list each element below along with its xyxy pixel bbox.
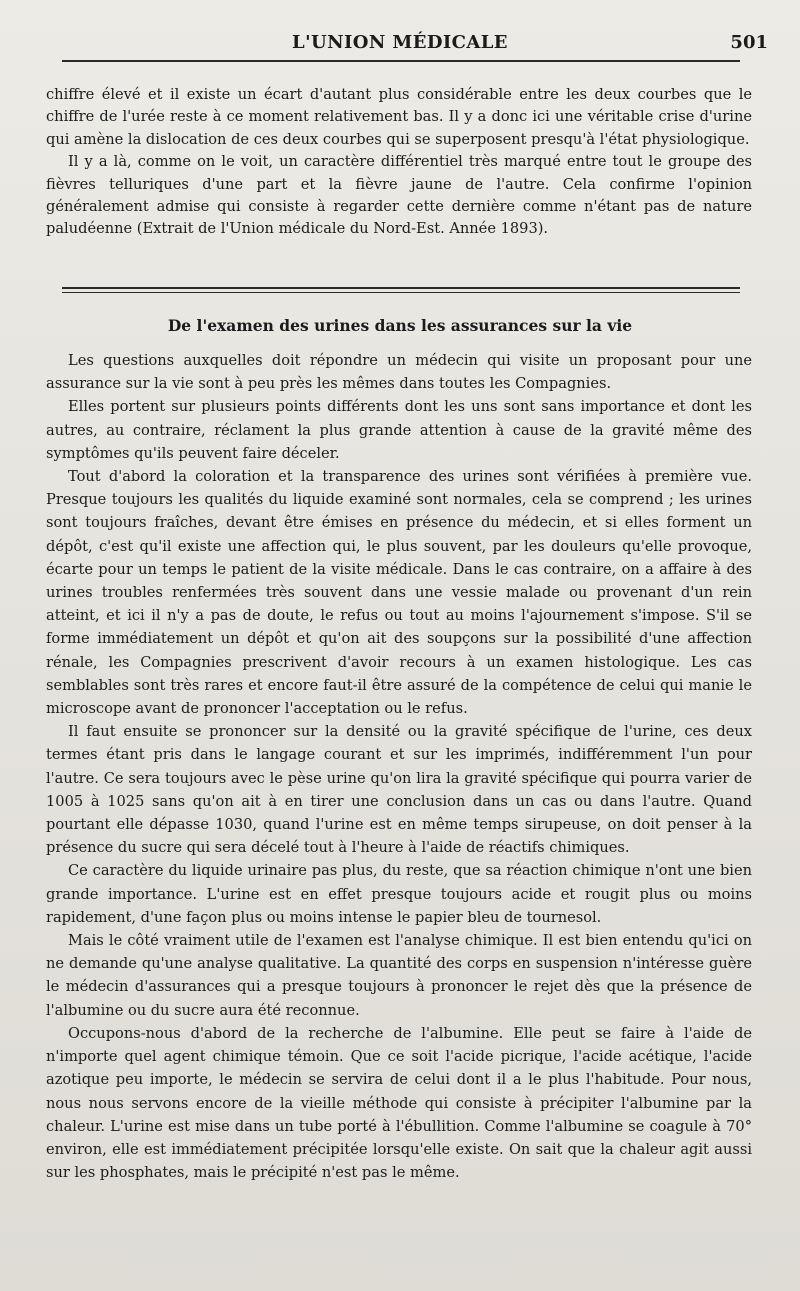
article-paragraph: Il faut ensuite se prononcer sur la densité ou la gravité spécifique de l'urine, ces deux termes étant pris dans le langage courant et sur les imprimés, indifféremment l'un pour l'autre. Ce sera toujours avec le pèse urine qu'on lira la gravité spécifique qui pourra varier de 1005 à 1025 sans qu'on ait à en tirer une conclusion dans un cas ou dans l'autre. Quand pourtant elle dépasse 1030, quand l'urine est en même temps sirupeuse, on doit penser à la présence du sucre qui sera décelé tout à l'heure à l'aide de réactifs chimiques. xyxy=(46,723,752,857)
article-body xyxy=(46,349,752,1184)
article-paragraph: Ce caractère du liquide urinaire pas plus, du reste, que sa réaction chimique n'ont une bien grande importance. L'urine est en effet presque toujours acide et rougit plus ou moins rapidement, d'une façon plus ou moins intense le papier bleu de tournesol. xyxy=(46,862,752,926)
previous-article-paragraph: chiffre élevé et il existe un écart d'autant plus considérable entre les deux courbes que le chiffre de l'urée reste à ce moment relativement bas. Il y a donc ici une véritable crise d'urine qui amène la dislocation de ces deux courbes qui se superposent presqu'à l'état physiologique. xyxy=(46,86,752,148)
header-rule xyxy=(62,60,740,62)
article-paragraph: Les questions auxquelles doit répondre un médecin qui visite un proposant pour une assurance sur la vie sont à peu près les mêmes dans toutes les Compagnies. xyxy=(46,352,752,393)
article-title: De l'examen des urines dans les assurances sur la vie xyxy=(167,316,633,335)
article-paragraph: Mais le côté vraiment utile de l'examen est l'analyse chimique. Il est bien entendu qu'ici on ne demande qu'une analyse qualitative. La quantité des corps en suspension n'intéresse guère le médecin d'assurances qui a presque toujours à prononcer le rejet dès que la présence de l'albumine ou du sucre aura été reconnue. xyxy=(46,932,752,1019)
article-paragraph: Elles portent sur plusieurs points différents dont les uns sont sans importance et dont les autres, au contraire, réclament la plus grande attention à cause de la gravité même des symptômes qu'ils peuvent faire déceler. xyxy=(46,398,752,462)
previous-article-paragraph: Il y a là, comme on le voit, un caractère différentiel très marqué entre tout le groupe des fièvres telluriques d'une part et la fièvre jaune de l'autre. Cela confirme l'opinion généralement admise qui consiste à regarder cette dernière comme n'étant pas de nature paludéenne (Extrait de l'Union médicale du Nord-Est. Année 1893). xyxy=(46,153,752,238)
page-number: 501 xyxy=(730,32,768,53)
running-head xyxy=(0,30,800,56)
previous-article-end xyxy=(46,84,752,241)
section-rule-thin xyxy=(62,292,740,293)
running-title: L'UNION MÉDICALE xyxy=(292,32,508,53)
article-paragraph: Occupons-nous d'abord de la recherche de l'albumine. Elle peut se faire à l'aide de n'importe quel agent chimique témoin. Que ce soit l'acide picrique, l'acide acétique, l'acide azotique peu importe, le médecin se servira de celui dont il a le plus l'habitude. Pour nous, nous nous servons encore de la vieille méthode qui consiste à précipiter l'albumine par la chaleur. L'urine est mise dans un tube porté à l'ébullition. Comme l'albumine se coagule à 70° environ, elle est immédiatement précipitée lorsqu'elle existe. On sait que la chaleur agit aussi sur les phosphates, mais le précipité n'est pas le même. xyxy=(46,1024,752,1182)
article-paragraph: Tout d'abord la coloration et la transparence des urines sont vérifiées à première vue. Presque toujours les qualités du liquide examiné sont normales, cela se comprend ; les urines sont toujours fraîches, devant être émises en présence du médecin, et si elles forment un dépôt, c'est qu'il existe une affection qui, le plus souvent, par les douleurs qu'elle provoque, écarte pour un temps le patient de la visite médicale. Dans le cas contraire, on a affaire à des urines troubles renfermées très souvent dans une vessie malade ou provenant d'un rein atteint, et ici il n'y a pas de doute, le refus ou tout au moins l'ajournement s'impose. S'il se forme immédiatement un dépôt et qu'on ait des soupçons sur la possibilité d'une affection rénale, les Compagnies prescrivent d'avoir recours à un examen histologique. Les cas semblables sont très rares et encore faut-il être assuré de la compétence de celui qui manie le microscope avant de prononcer l'acceptation ou le refus. xyxy=(46,468,752,718)
section-rule xyxy=(62,287,740,289)
